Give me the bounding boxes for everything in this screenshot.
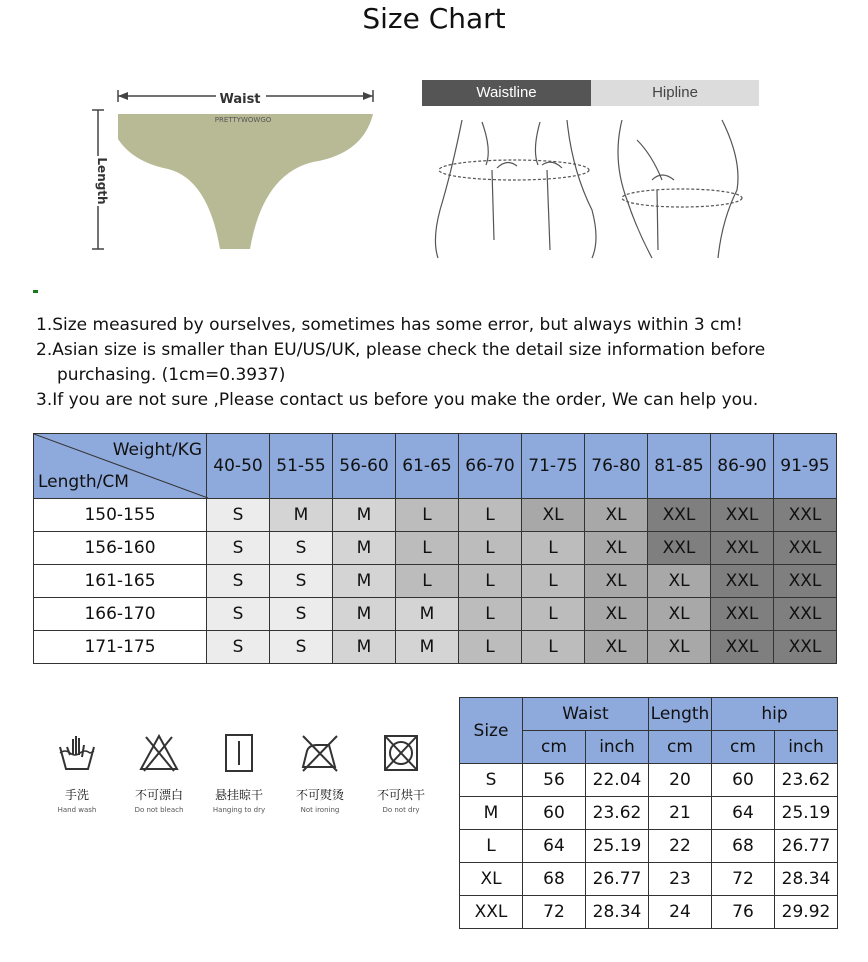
size-cell: M xyxy=(396,631,459,664)
size-cell: L xyxy=(396,499,459,532)
unit-header: cm xyxy=(523,731,586,764)
size-cell: XXL xyxy=(774,565,837,598)
size-cell: XL xyxy=(648,598,711,631)
weight-col-header: 56-60 xyxy=(333,434,396,499)
measurement-cell: 64 xyxy=(712,797,775,830)
measurement-cell: 56 xyxy=(523,764,586,797)
size-cell: XXL xyxy=(711,598,774,631)
length-label: Length xyxy=(95,157,109,205)
weight-col-header: 61-65 xyxy=(396,434,459,499)
size-cell: S xyxy=(270,565,333,598)
size-cell: XXL xyxy=(711,499,774,532)
measurement-cell: 20 xyxy=(649,764,712,797)
size-label-cell: M xyxy=(460,797,523,830)
care-label-en: Hand wash xyxy=(57,806,97,814)
care-label-en: Do not bleach xyxy=(134,806,184,814)
size-cell: L xyxy=(459,532,522,565)
body-sketch xyxy=(422,110,759,260)
length-range-cell: 161-165 xyxy=(34,565,207,598)
size-cell: XL xyxy=(585,598,648,631)
care-label-cn: 不可漂白 xyxy=(134,788,183,802)
size-cell: XL xyxy=(585,631,648,664)
care-label-cn: 不可烘干 xyxy=(376,788,425,802)
size-cell: L xyxy=(396,565,459,598)
page-title: Size Chart xyxy=(362,2,506,35)
do-not-bleach-icon xyxy=(138,733,180,773)
size-cell: S xyxy=(207,631,270,664)
measurement-cell: 60 xyxy=(712,764,775,797)
unit-header: inch xyxy=(775,731,838,764)
measurement-cell: 64 xyxy=(523,830,586,863)
length-range-cell: 171-175 xyxy=(34,631,207,664)
length-range-cell: 150-155 xyxy=(34,499,207,532)
measurement-cell: 23 xyxy=(649,863,712,896)
size-cell: M xyxy=(333,565,396,598)
briefs-shape xyxy=(118,114,373,249)
do-not-tumble-dry-icon xyxy=(380,733,422,773)
measurement-cell: 72 xyxy=(523,896,586,929)
care-label-cn: 手洗 xyxy=(64,788,89,802)
measurement-cell: 29.92 xyxy=(775,896,838,929)
length-range-cell: 156-160 xyxy=(34,532,207,565)
size-cell: L xyxy=(522,598,585,631)
care-label-en: Hanging to dry xyxy=(212,806,266,814)
size-cell: XXL xyxy=(648,532,711,565)
size-cell: L xyxy=(522,565,585,598)
no-ironing-icon xyxy=(299,733,341,773)
note-2: 2.Asian size is smaller than EU/US/UK, please check the detail size information before xyxy=(36,340,766,360)
note-1: 1.Size measured by ourselves, sometimes has some error, but always within 3 cm! xyxy=(36,315,743,335)
care-do-not-dry xyxy=(369,733,433,814)
length-header: Length xyxy=(649,698,712,731)
corner-length-label: Length/CM xyxy=(38,472,129,492)
weight-length-row xyxy=(34,532,837,565)
weight-length-table xyxy=(33,433,837,664)
waist-header: Waist xyxy=(523,698,649,731)
care-hand-wash xyxy=(45,733,109,814)
size-cell: XXL xyxy=(711,532,774,565)
measure-figure xyxy=(422,80,759,265)
measurement-cell: 24 xyxy=(649,896,712,929)
corner-weight-label: Weight/KG xyxy=(112,440,202,460)
note-2-cont: purchasing. (1cm=0.3937) xyxy=(57,365,286,385)
brand-text: PRETTYWOWGO xyxy=(214,116,272,124)
measurement-cell: 23.62 xyxy=(775,764,838,797)
unit-header: cm xyxy=(649,731,712,764)
measurement-cell: 22.04 xyxy=(586,764,649,797)
length-range-cell: 166-170 xyxy=(34,598,207,631)
size-cell: S xyxy=(207,499,270,532)
size-cell: L xyxy=(459,499,522,532)
measurement-cell: 21 xyxy=(649,797,712,830)
size-cell: XXL xyxy=(648,499,711,532)
weight-col-header: 91-95 xyxy=(774,434,837,499)
care-label-cn: 不可熨烫 xyxy=(295,788,344,802)
measurement-cell: 25.19 xyxy=(586,830,649,863)
size-cell: M xyxy=(270,499,333,532)
weight-length-row xyxy=(34,499,837,532)
size-label-cell: S xyxy=(460,764,523,797)
size-cell: XXL xyxy=(711,565,774,598)
care-no-ironing xyxy=(288,733,352,814)
weight-col-header: 51-55 xyxy=(270,434,333,499)
size-cell: S xyxy=(207,532,270,565)
weight-header-row xyxy=(34,434,837,499)
note-3: 3.If you are not sure ,Please contact us before you make the order, We can help you. xyxy=(36,390,759,410)
measurement-cell: 28.34 xyxy=(586,896,649,929)
tab-hipline: Hipline xyxy=(591,80,759,106)
size-cell: XL xyxy=(522,499,585,532)
hand-wash-icon xyxy=(56,733,98,773)
size-label-cell: XXL xyxy=(460,896,523,929)
weight-col-header: 86-90 xyxy=(711,434,774,499)
measurement-cell: 60 xyxy=(523,797,586,830)
unit-header: cm xyxy=(712,731,775,764)
corner-cell xyxy=(34,434,207,499)
size-cell: XL xyxy=(585,499,648,532)
size-cell: L xyxy=(459,598,522,631)
size-cell: S xyxy=(270,598,333,631)
measurement-cell: 25.19 xyxy=(775,797,838,830)
care-label-cn: 悬挂晾干 xyxy=(214,788,263,802)
size-cell: M xyxy=(333,499,396,532)
size-cell: M xyxy=(333,631,396,664)
weight-col-header: 71-75 xyxy=(522,434,585,499)
size-measurement-table xyxy=(459,697,838,929)
tab-waistline: Waistline xyxy=(422,80,591,106)
size-row xyxy=(460,896,838,929)
size-cell: L xyxy=(522,532,585,565)
size-cell: XL xyxy=(648,631,711,664)
size-cell: XL xyxy=(585,532,648,565)
size-cell: M xyxy=(333,598,396,631)
green-dot xyxy=(33,290,38,293)
size-cell: XL xyxy=(648,565,711,598)
measurement-cell: 26.77 xyxy=(586,863,649,896)
measurement-cell: 68 xyxy=(523,863,586,896)
hang-to-dry-icon xyxy=(218,733,260,773)
measurement-cell: 26.77 xyxy=(775,830,838,863)
size-cell: XXL xyxy=(774,598,837,631)
size-cell: L xyxy=(522,631,585,664)
size-label-cell: XL xyxy=(460,863,523,896)
size-cell: L xyxy=(459,565,522,598)
size-cell: S xyxy=(270,532,333,565)
care-label-en: Not ironing xyxy=(300,806,340,814)
size-row xyxy=(460,797,838,830)
size-notes xyxy=(36,313,765,413)
measurement-cell: 28.34 xyxy=(775,863,838,896)
care-hang-dry xyxy=(207,733,271,814)
measurement-cell: 68 xyxy=(712,830,775,863)
size-row xyxy=(460,863,838,896)
size-cell: S xyxy=(207,598,270,631)
size-row xyxy=(460,764,838,797)
size-cell: XXL xyxy=(774,532,837,565)
measurement-cell: 76 xyxy=(712,896,775,929)
unit-header: inch xyxy=(586,731,649,764)
care-label-en: Do not dry xyxy=(382,806,420,814)
size-cell: XXL xyxy=(774,631,837,664)
waist-label: Waist xyxy=(219,92,261,107)
size-cell: S xyxy=(207,565,270,598)
size-header: Size xyxy=(460,698,523,764)
garment-diagram xyxy=(88,84,388,264)
weight-col-header: 40-50 xyxy=(207,434,270,499)
measurement-cell: 22 xyxy=(649,830,712,863)
size-label-cell: L xyxy=(460,830,523,863)
size-row xyxy=(460,830,838,863)
hip-header: hip xyxy=(712,698,838,731)
measurement-cell: 23.62 xyxy=(586,797,649,830)
weight-length-row xyxy=(34,598,837,631)
care-do-not-bleach xyxy=(127,733,191,814)
size-cell: XXL xyxy=(774,499,837,532)
size-cell: M xyxy=(396,598,459,631)
weight-col-header: 66-70 xyxy=(459,434,522,499)
weight-col-header: 76-80 xyxy=(585,434,648,499)
size-cell: L xyxy=(396,532,459,565)
size-cell: XXL xyxy=(711,631,774,664)
size-cell: S xyxy=(270,631,333,664)
weight-col-header: 81-85 xyxy=(648,434,711,499)
size-cell: M xyxy=(333,532,396,565)
weight-length-row xyxy=(34,565,837,598)
weight-length-row xyxy=(34,631,837,664)
size-cell: L xyxy=(459,631,522,664)
size-cell: XL xyxy=(585,565,648,598)
measurement-cell: 72 xyxy=(712,863,775,896)
